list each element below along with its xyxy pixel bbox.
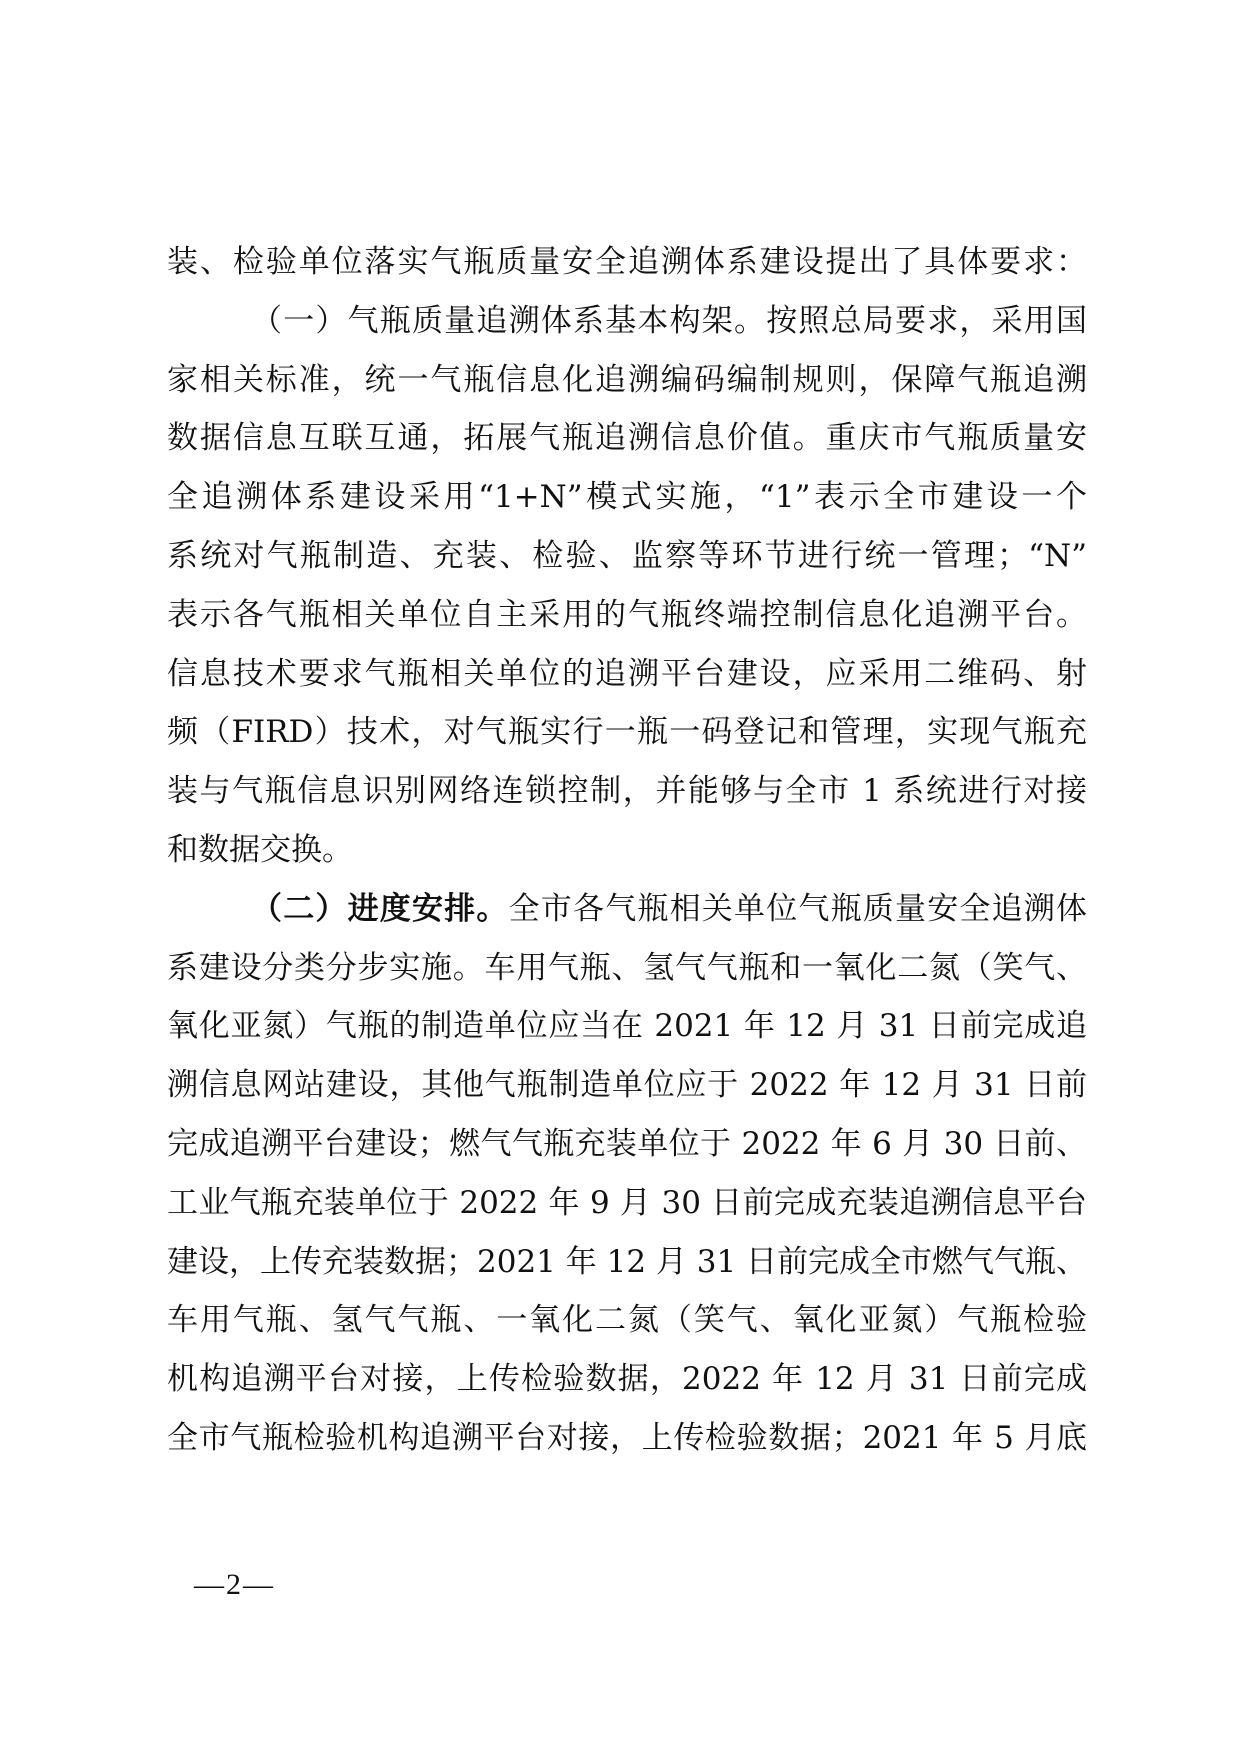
text-line: 建设，上传充装数据；2021 年 12 月 31 日前完成全市燃气气瓶、 (167, 1243, 1087, 1280)
page-number: —2— (194, 1568, 275, 1601)
section-heading-1: （一）气瓶质量追溯体系基本构架。 (251, 302, 767, 339)
text-line: 全追溯体系建设采用“1+N”模式实施，“1”表示全市建设一个 (167, 479, 1087, 516)
text-line: 装、检验单位落实气瓶质量安全追溯体系建设提出了具体要求： (167, 244, 1087, 280)
text-line: 氧化亚氮）气瓶的制造单位应当在 2021 年 12 月 31 日前完成追 (167, 1008, 1087, 1045)
text-line: 系建设分类分步实施。车用气瓶、氢气气瓶和一氧化二氮（笑气、 (167, 949, 1087, 986)
text-line: 和数据交换。 (167, 831, 353, 868)
text-line: 频（FIRD）技术，对气瓶实行一瓶一码登记和管理，实现气瓶充 (167, 714, 1087, 751)
section-heading-2: （二）进度安排。 (251, 890, 509, 927)
text-line (167, 880, 1087, 939)
document-body (167, 233, 1087, 1468)
text-line: 完成追溯平台建设；燃气气瓶充装单位于 2022 年 6 月 30 日前、 (167, 1125, 1087, 1162)
text-line (167, 292, 1087, 351)
text-span: 按照总局要求，采用国 (766, 302, 1087, 339)
text-line: 系统对气瓶制造、充装、检验、监察等环节进行统一管理；“N” (167, 537, 1087, 574)
text-line: 溯信息网站建设，其他气瓶制造单位应于 2022 年 12 月 31 日前 (167, 1067, 1087, 1104)
text-line: 工业气瓶充装单位于 2022 年 9 月 30 日前完成充装追溯信息平台 (167, 1184, 1087, 1221)
text-line: 信息技术要求气瓶相关单位的追溯平台建设，应采用二维码、射 (167, 655, 1087, 692)
text-line: 车用气瓶、氢气气瓶、一氧化二氮（笑气、氧化亚氮）气瓶检验 (167, 1302, 1087, 1339)
text-line: 全市气瓶检验机构追溯平台对接，上传检验数据；2021 年 5 月底 (167, 1419, 1087, 1456)
text-span: 全市各气瓶相关单位气瓶质量安全追溯体 (508, 890, 1087, 927)
text-line: 表示各气瓶相关单位自主采用的气瓶终端控制信息化追溯平台。 (167, 596, 1087, 633)
text-line: 装与气瓶信息识别网络连锁控制，并能够与全市 1 系统进行对接 (167, 773, 1087, 810)
text-line: 数据信息互联互通，拓展气瓶追溯信息价值。重庆市气瓶质量安 (167, 420, 1087, 457)
text-line: 机构追溯平台对接，上传检验数据，2022 年 12 月 31 日前完成 (167, 1361, 1087, 1398)
text-line: 家相关标准，统一气瓶信息化追溯编码编制规则，保障气瓶追溯 (167, 361, 1087, 398)
